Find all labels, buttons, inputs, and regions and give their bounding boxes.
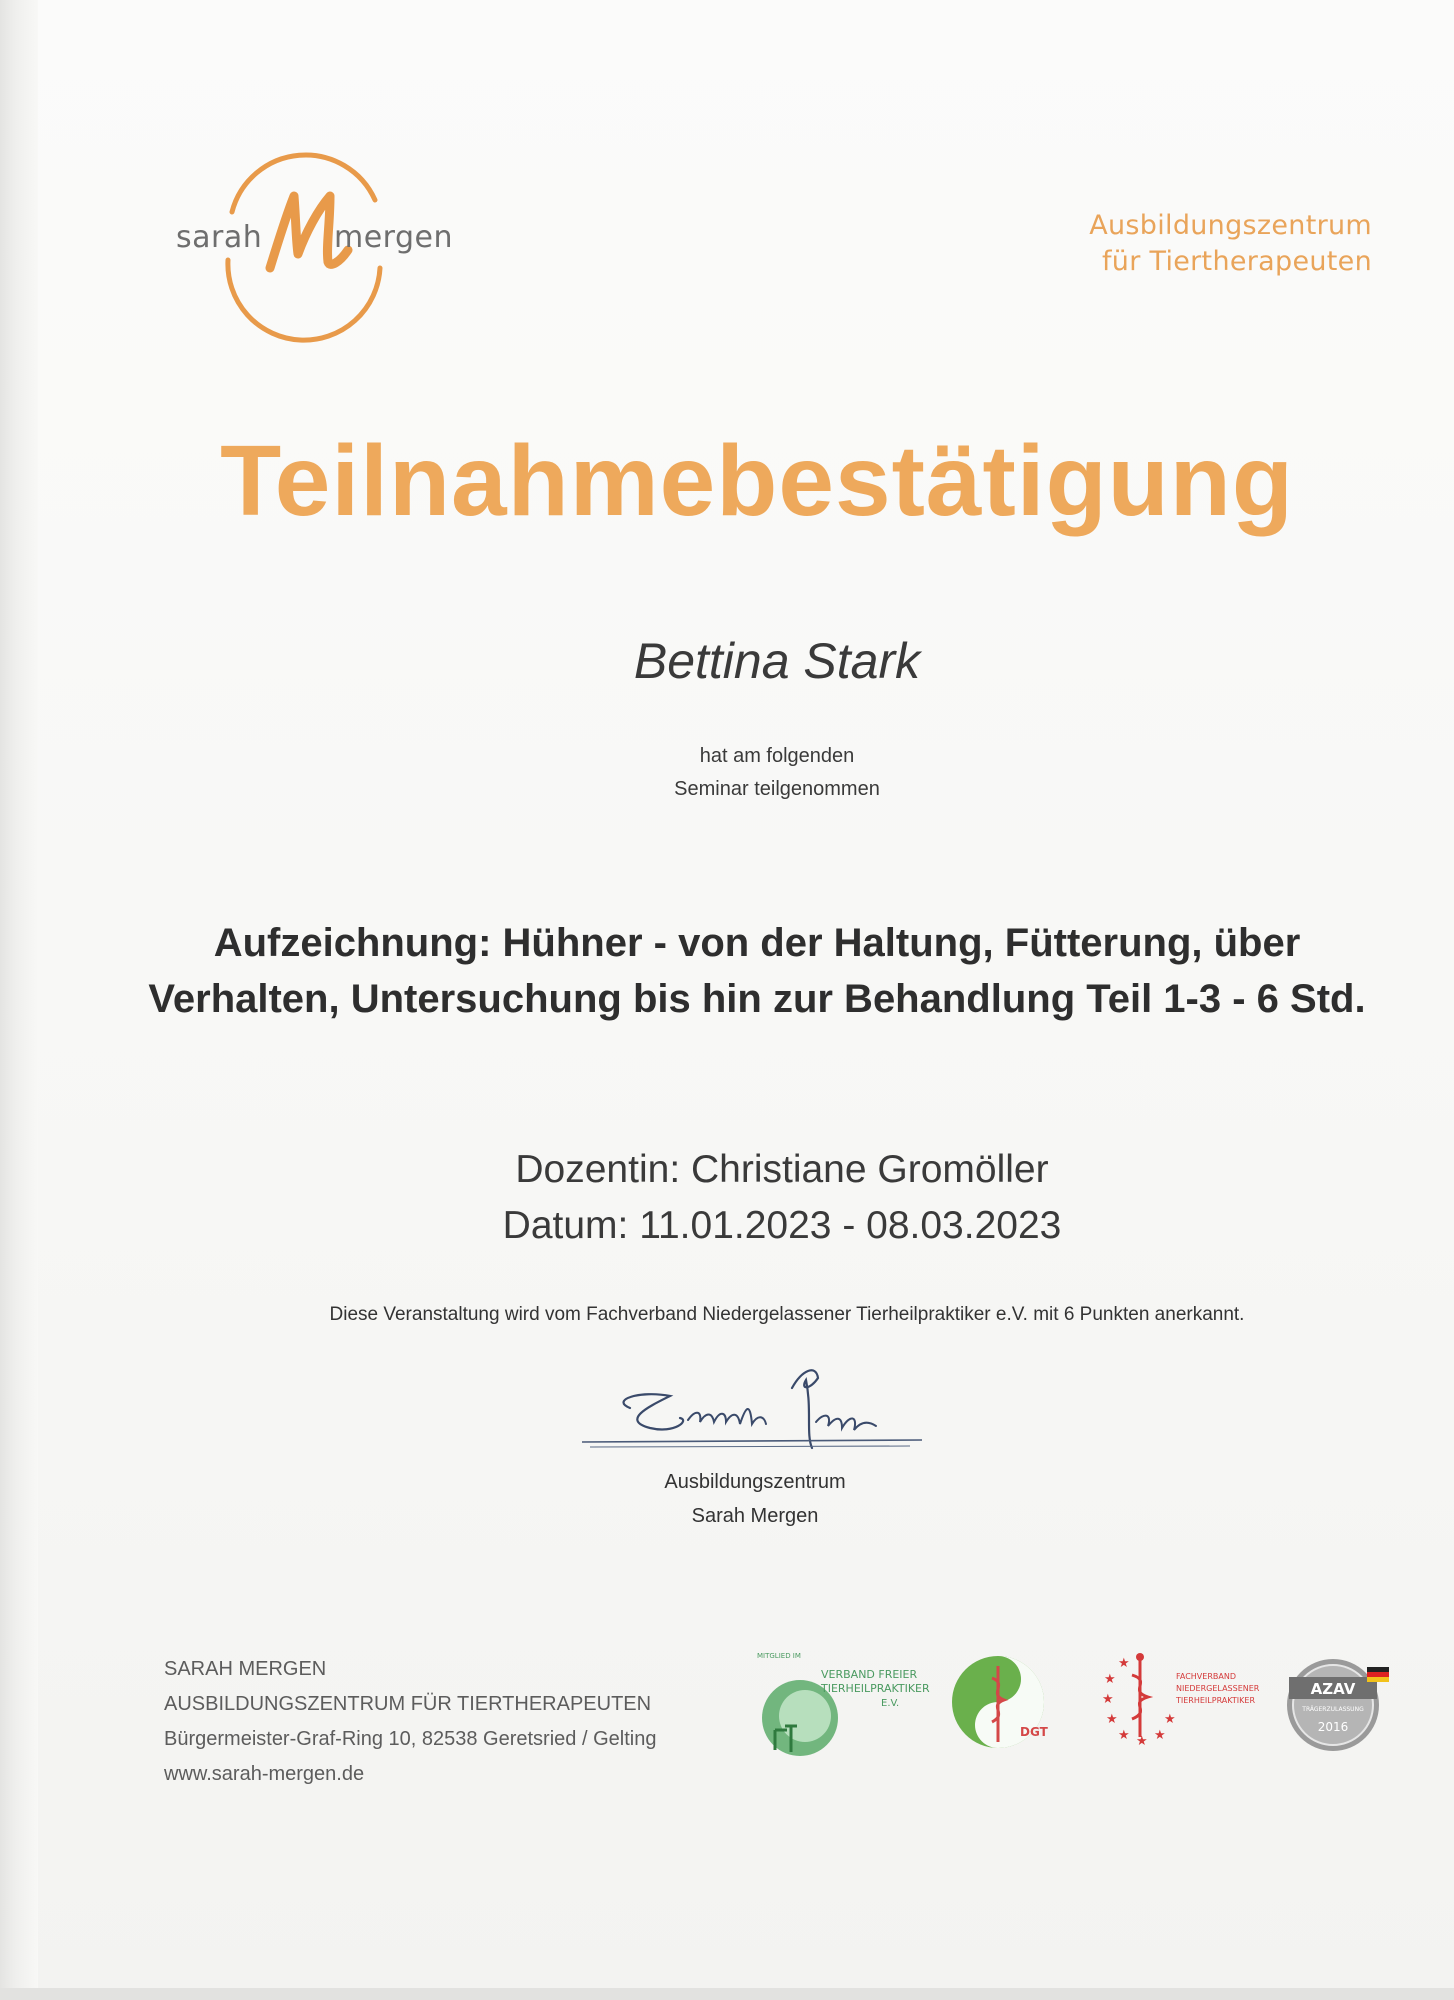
vft-line1: VERBAND FREIER — [821, 1668, 918, 1681]
footer-line1: SARAH MERGEN — [164, 1658, 327, 1680]
footer-line3: Bürgermeister-Graf-Ring 10, 82538 Geretsried / Gelting — [164, 1728, 657, 1750]
svg-text:★: ★ — [1118, 1728, 1130, 1743]
fnt-line1: FACHVERBAND — [1176, 1672, 1236, 1681]
handwritten-signature — [580, 1350, 930, 1460]
tagline-line2: für Tiertherapeuten — [1101, 246, 1372, 277]
vft-line2: TIERHEILPRAKTIKER — [821, 1682, 930, 1695]
azav-year: 2016 — [1317, 1720, 1349, 1734]
dgt-badge — [948, 1652, 1058, 1754]
fnt-line2: NIEDERGELASSENER — [1176, 1684, 1260, 1693]
intro-text — [0, 740, 1454, 806]
vft-line3: E.V. — [881, 1698, 900, 1709]
svg-text:★: ★ — [1136, 1734, 1148, 1749]
header-tagline — [1089, 208, 1372, 280]
svg-text:★: ★ — [1164, 1712, 1176, 1727]
logo-sarah-text: sarah — [176, 220, 263, 255]
seminar-line1: Aufzeichnung: Hühner - von der Haltung, Fütterung, über — [213, 921, 1301, 965]
seminar-title — [0, 915, 1454, 1027]
seminar-line2: Verhalten, Untersuchung bis hin zur Behandlung Teil 1-3 - 6 Std. — [148, 977, 1366, 1021]
azav-sub: TRÄGERZULASSUNG — [1302, 1706, 1364, 1713]
participant-name: Bettina Stark — [633, 633, 921, 689]
signature-drawing — [580, 1350, 930, 1460]
fnt-line3: TIERHEILPRAKTIKER — [1176, 1696, 1256, 1705]
footer-line2: AUSBILDUNGSZENTRUM FÜR TIERTHERAPEUTEN — [164, 1693, 652, 1715]
dgt-label: DGT — [1020, 1725, 1048, 1739]
signatory-line2: Sarah Mergen — [691, 1505, 819, 1527]
intro-line2: Seminar teilgenommen — [674, 778, 880, 800]
scan-edge-bottom — [0, 1988, 1454, 2000]
sarah-mergen-logo — [170, 150, 454, 325]
azav-title: AZAV — [1310, 1680, 1356, 1698]
signatory — [590, 1465, 920, 1533]
intro-line1: hat am folgenden — [699, 745, 855, 767]
svg-text:★: ★ — [1104, 1672, 1116, 1687]
seminar-date: Datum: 11.01.2023 - 08.03.2023 — [502, 1204, 1062, 1247]
footer-website: www.sarah-mergen.de — [164, 1763, 365, 1785]
vft-logo — [755, 1648, 930, 1758]
svg-text:★: ★ — [1154, 1728, 1166, 1743]
svg-text:★: ★ — [1102, 1692, 1114, 1707]
accreditation-note: Diese Veranstaltung wird vom Fachverband Niedergelassener Tierheilpraktiker e.V. mit 6 Punkten anerkannt. — [329, 1304, 1245, 1325]
signatory-line1: Ausbildungszentrum — [664, 1471, 846, 1493]
svg-text:★: ★ — [1118, 1656, 1130, 1671]
dgt-logo — [948, 1652, 1058, 1754]
lecturer-name: Dozentin: Christiane Gromöller — [515, 1148, 1049, 1191]
vft-member-badge — [755, 1648, 930, 1758]
logo-mergen-text: mergen — [334, 220, 454, 255]
fachverband-badge — [1100, 1645, 1270, 1750]
vft-top-label: MITGLIED IM — [757, 1652, 801, 1660]
fachverband-logo — [1100, 1645, 1270, 1750]
tagline-line1: Ausbildungszentrum — [1089, 210, 1372, 241]
certificate-title: Teilnahmebestätigung — [220, 425, 1294, 537]
lecturer-block — [0, 1142, 1454, 1254]
azav-seal — [1283, 1655, 1395, 1755]
azav-badge — [1283, 1655, 1395, 1755]
footer-address — [164, 1652, 656, 1792]
svg-text:★: ★ — [1106, 1712, 1118, 1727]
